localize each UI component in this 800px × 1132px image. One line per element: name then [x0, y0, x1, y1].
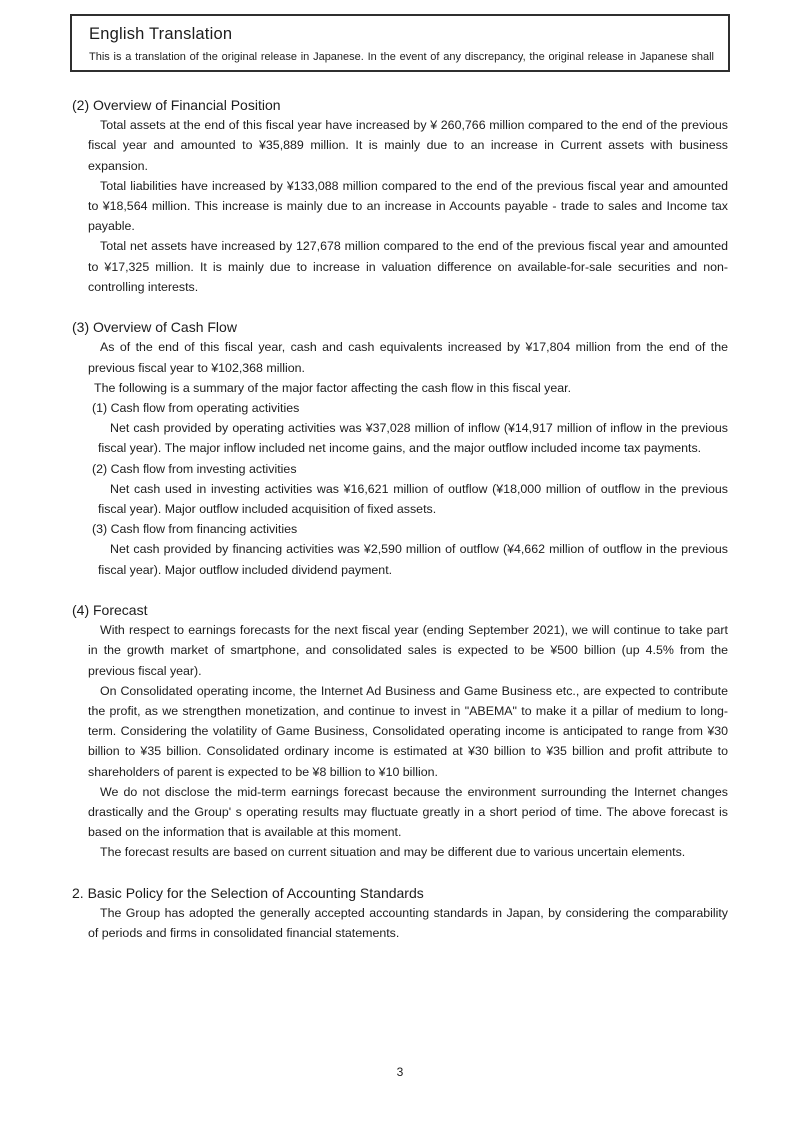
financial-position-heading: (2) Overview of Financial Position: [72, 97, 281, 113]
paragraph: With respect to earnings forecasts for the next fiscal year (ending September 2021), we will continue to take part in the growth market of smartphone, and consolidated sales is expected to be ¥500 billion (up 4.5% from the previous fiscal year).: [88, 623, 728, 678]
item-body: Net cash provided by operating activities was ¥37,028 million of inflow (¥14,917 million of inflow in the previous fiscal year). The major inflow included net income gains, and the major outflow included income tax payments.: [98, 421, 728, 456]
section-accounting-policy: [72, 883, 728, 944]
paragraph: Total liabilities have increased by ¥133,088 million compared to the end of the previous fiscal year and amounted to ¥18,564 million. This increase is mainly due to an increase in Accounts payable - trade to sales and Income tax payable.: [88, 178, 728, 234]
item-heading: (2) Cash flow from investing activities: [92, 461, 297, 476]
item-body: Net cash provided by financing activities was ¥2,590 million of outflow (¥4,662 million of outflow in the previous fiscal year). Major outflow included dividend payment.: [98, 542, 728, 577]
paragraph: Total assets at the end of this fiscal year have increased by ¥ 260,766 million compared to the end of the previous fiscal year and amounted to ¥35,889 million. It is mainly due to an increase in Current assets with business expansion.: [88, 118, 728, 173]
paragraph: Total net assets have increased by 127,678 million compared to the end of the previous fiscal year and amounted to ¥17,325 million. It is mainly due to increase in valuation difference on available-for-sale securities and non-controlling interests.: [88, 239, 728, 294]
section-cash-flow: [72, 317, 728, 580]
cash-flow-item-financing: [72, 519, 728, 580]
paragraph: The forecast results are based on current situation and may be different due to various uncertain elements.: [100, 845, 686, 860]
paragraph: We do not disclose the mid-term earnings forecast because the environment surrounding the Internet changes drastically and the Group' s operating results may fluctuate greatly in a short period of time. The above forecast is based on the information that is available at this moment.: [88, 784, 728, 840]
forecast-heading: (4) Forecast: [72, 602, 148, 619]
item-heading: (3) Cash flow from financing activities: [92, 522, 298, 537]
paragraph: The Group has adopted the generally accepted accounting standards in Japan, by considering the comparability of periods and firms in consolidated financial statements.: [88, 906, 728, 941]
paragraph: As of the end of this fiscal year, cash and cash equivalents increased by ¥17,804 million from the end of the previous fiscal year to ¥102,368 million.: [88, 340, 728, 375]
document-body: [72, 95, 728, 943]
item-heading: (1) Cash flow from operating activities: [92, 401, 300, 416]
cash-flow-heading: (3) Overview of Cash Flow: [72, 319, 237, 336]
item-body: Net cash used in investing activities was ¥16,621 million of outflow (¥18,000 million of outflow in the previous fiscal year). Major outflow included acquisition of fixed assets.: [98, 481, 728, 517]
section-financial-position: [72, 95, 728, 297]
paragraph: The following is a summary of the major factor affecting the cash flow in this fiscal year.: [94, 380, 572, 395]
translation-disclaimer: This is a translation of the original release in Japanese. In the event of any discrepancy, the original release in Japanese shall: [89, 51, 714, 63]
page-number: 3: [396, 1065, 404, 1079]
cash-flow-item-operating: [72, 398, 728, 459]
section-forecast: [72, 600, 728, 863]
header-box: [70, 14, 730, 72]
paragraph: On Consolidated operating income, the Internet Ad Business and Game Business etc., are expected to contribute the profit, as we strengthen monetization, and continue to invest in "ABEMA" to make it a pillar of medium to long-term. Considering the volatility of Game Business, Consolidated operating income is anticipated to range from ¥30 billion to ¥35 billion. Consolidated ordinary income is estimated at ¥30 billion to ¥35 billion and profit attribute to shareholders of parent is expected to be ¥8 billion to ¥10 billion.: [88, 683, 728, 779]
cash-flow-item-investing: [72, 459, 728, 520]
translation-title: English Translation: [89, 25, 233, 43]
accounting-policy-heading: 2. Basic Policy for the Selection of Accounting Standards: [72, 884, 424, 901]
